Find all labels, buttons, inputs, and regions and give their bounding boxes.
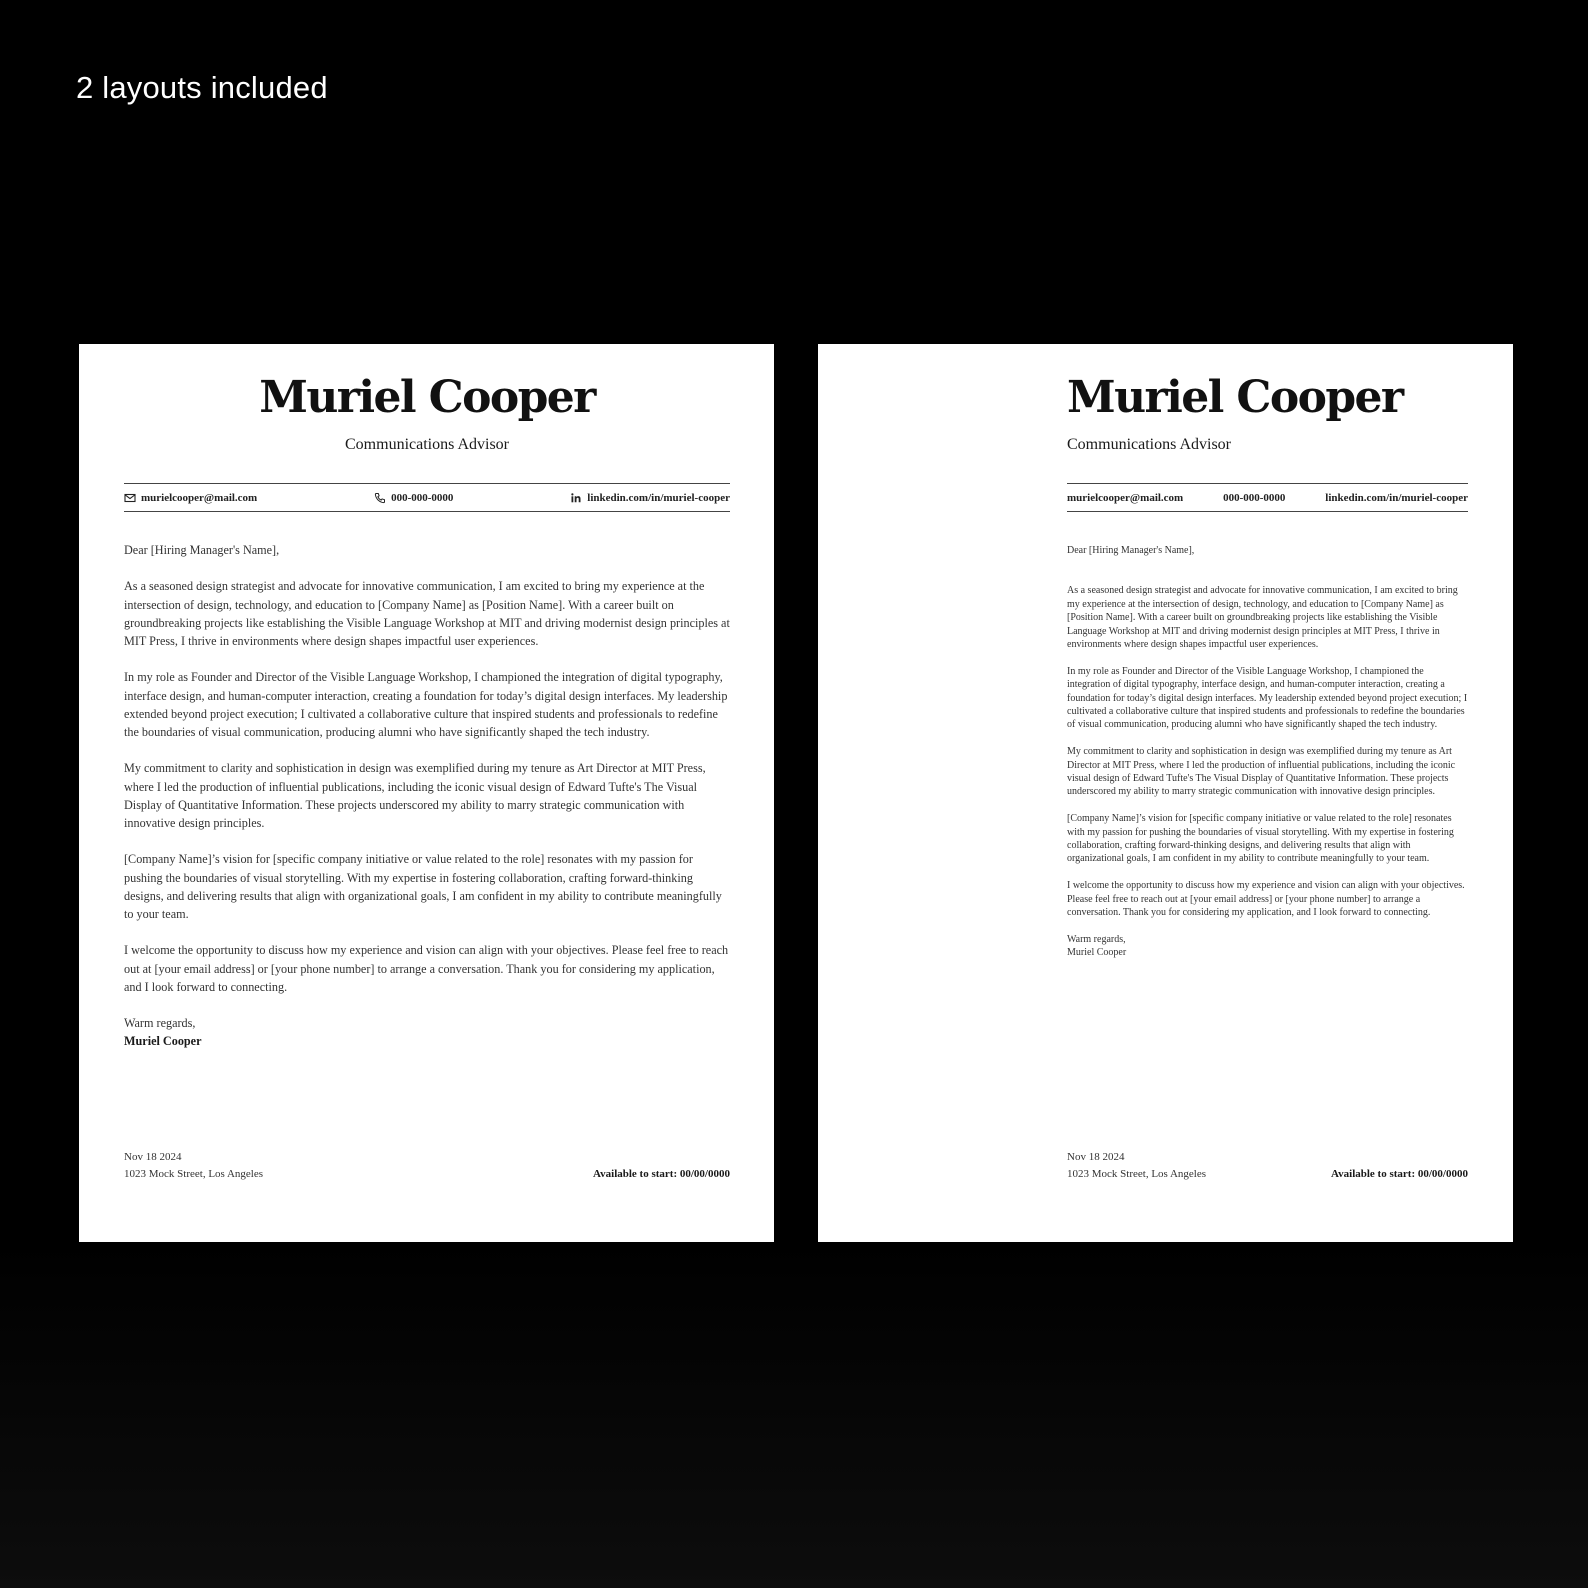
letter-paragraph-5: I welcome the opportunity to discuss how my experience and vision can align with your objectives. Please feel free to reach out at [your email address] or [your phone number] to arrange a conversation. Thank you for considering my application, and I look forward to connecting. [124,943,729,994]
contact-linkedin-text: linkedin.com/in/muriel-cooper [587,491,730,504]
letter-page-layout-1 [79,344,774,1242]
contact-linkedin [570,492,730,504]
footer-address: 1023 Mock Street, Los Angeles [1067,1168,1207,1180]
contact-phone-text: 000-000-0000 [391,491,454,504]
letter-content [1067,344,1468,1242]
contact-bar [124,483,730,512]
letter-paragraph-2: In my role as Founder and Director of the Visible Language Workshop, I championed the integration of digital typography, interface design, and human-computer interaction, creating a foundation for today’s digital design interfaces. My leadership extended beyond project execution; I cultivated a collaborative culture that inspired students and professionals to redefine the boundaries of visual communication, producing alumni who have significantly shaped the tech industry. [124,670,728,739]
letter-greeting: Dear [Hiring Manager's Name], [124,543,280,557]
letter-body [1067,544,1468,960]
contact-email-text: murielcooper@mail.com [141,491,258,504]
letter-footer [1067,1149,1468,1183]
promo-heading: 2 layouts included [76,70,328,105]
envelope-icon [124,492,136,504]
letter-footer [124,1149,730,1183]
letter-role: Communications Advisor [1067,436,1231,453]
letter-paragraph-1: As a seasoned design strategist and advocate for innovative communication, I am excited to bring my experience at the intersection of design, technology, and education to [Company Name] as [Position Name]. With a career built on groundbreaking projects like establishing the Visible Language Workshop at MIT and driving modernist design principles at MIT Press, I thrive in environments where design shapes impactful user experiences. [124,579,730,648]
letter-paragraph-1: As a seasoned design strategist and advocate for innovative communication, I am excited to bring my experience at the intersection of design, technology, and education to [Company Name] as [Position Name]. With a career built on groundbreaking projects like establishing the Visible Language Workshop at MIT and driving modernist design principles at MIT Press, I thrive in environments where design shapes impactful user experiences. [1067,585,1458,651]
letter-content [124,344,730,1242]
letter-body [124,541,730,1051]
letter-name: Muriel Cooper [1067,372,1403,423]
contact-email [124,492,257,504]
contact-bar [1067,483,1468,512]
letter-paragraph-5: I welcome the opportunity to discuss how my experience and vision can align with your objectives. Please feel free to reach out at [your email address] or [your phone number] to arrange a conversation. Thank you for considering my application, and I look forward to connecting. [1067,880,1465,919]
contact-phone [374,492,453,504]
contact-linkedin-text: linkedin.com/in/muriel-cooper [1325,491,1468,504]
footer-left [1067,1149,1206,1183]
letter-closing: Warm regards, [1067,933,1126,945]
letter-paragraph-3: My commitment to clarity and sophistication in design was exemplified during my tenure as Art Director at MIT Press, where I led the production of influential publications, including the iconic visual design of Edward Tufte's The Visual Display of Quantitative Information. These projects underscored my ability to marry strategic communication with innovative design principles. [124,761,706,830]
letter-paragraph-4: [Company Name]’s vision for [specific company initiative or value related to the role] resonates with my passion for pushing the boundaries of visual storytelling. With my expertise in fostering collaboration, crafting forward-thinking designs, and delivering results that align with organizational goals, I am confident in my ability to contribute meaningfully to your team. [1067,813,1454,865]
letter-name: Muriel Cooper [259,372,595,423]
letter-paragraph-4: [Company Name]’s vision for [specific company initiative or value related to the role] resonates with my passion for pushing the boundaries of visual storytelling. With my expertise in fostering collaboration, crafting forward-thinking designs, and delivering results that align with organizational goals, I am confident in my ability to contribute meaningfully to your team. [124,852,722,921]
contact-email-text: murielcooper@mail.com [1067,491,1184,504]
letter-role: Communications Advisor [345,436,509,453]
footer-availability: Available to start: 00/00/0000 [593,1168,730,1180]
footer-left [124,1149,263,1183]
letter-closing: Warm regards, [124,1016,196,1031]
footer-date: Nov 18 2024 [124,1151,182,1163]
letter-greeting: Dear [Hiring Manager's Name], [1067,545,1195,556]
letter-signature: Muriel Cooper [124,1034,202,1049]
contact-phone-text: 000-000-0000 [1223,491,1286,504]
phone-icon [374,492,386,504]
footer-address: 1023 Mock Street, Los Angeles [124,1168,264,1180]
letter-signature: Muriel Cooper [1067,947,1127,959]
letter-paragraph-3: My commitment to clarity and sophistication in design was exemplified during my tenure as Art Director at MIT Press, where I led the production of influential publications, including the iconic visual design of Edward Tufte's The Visual Display of Quantitative Information. These projects underscored my ability to marry strategic communication with innovative design principles. [1067,746,1456,798]
letter-page-layout-2 [818,344,1513,1242]
footer-availability: Available to start: 00/00/0000 [1331,1168,1468,1180]
footer-date: Nov 18 2024 [1067,1151,1125,1163]
linkedin-icon [570,492,582,504]
letter-paragraph-2: In my role as Founder and Director of the Visible Language Workshop, I championed the integration of digital typography, interface design, and human-computer interaction, creating a foundation for today’s digital design interfaces. My leadership extended beyond project execution; I cultivated a collaborative culture that inspired students and professionals to redefine the boundaries of visual communication, producing alumni who have significantly shaped the tech industry. [1067,665,1468,731]
